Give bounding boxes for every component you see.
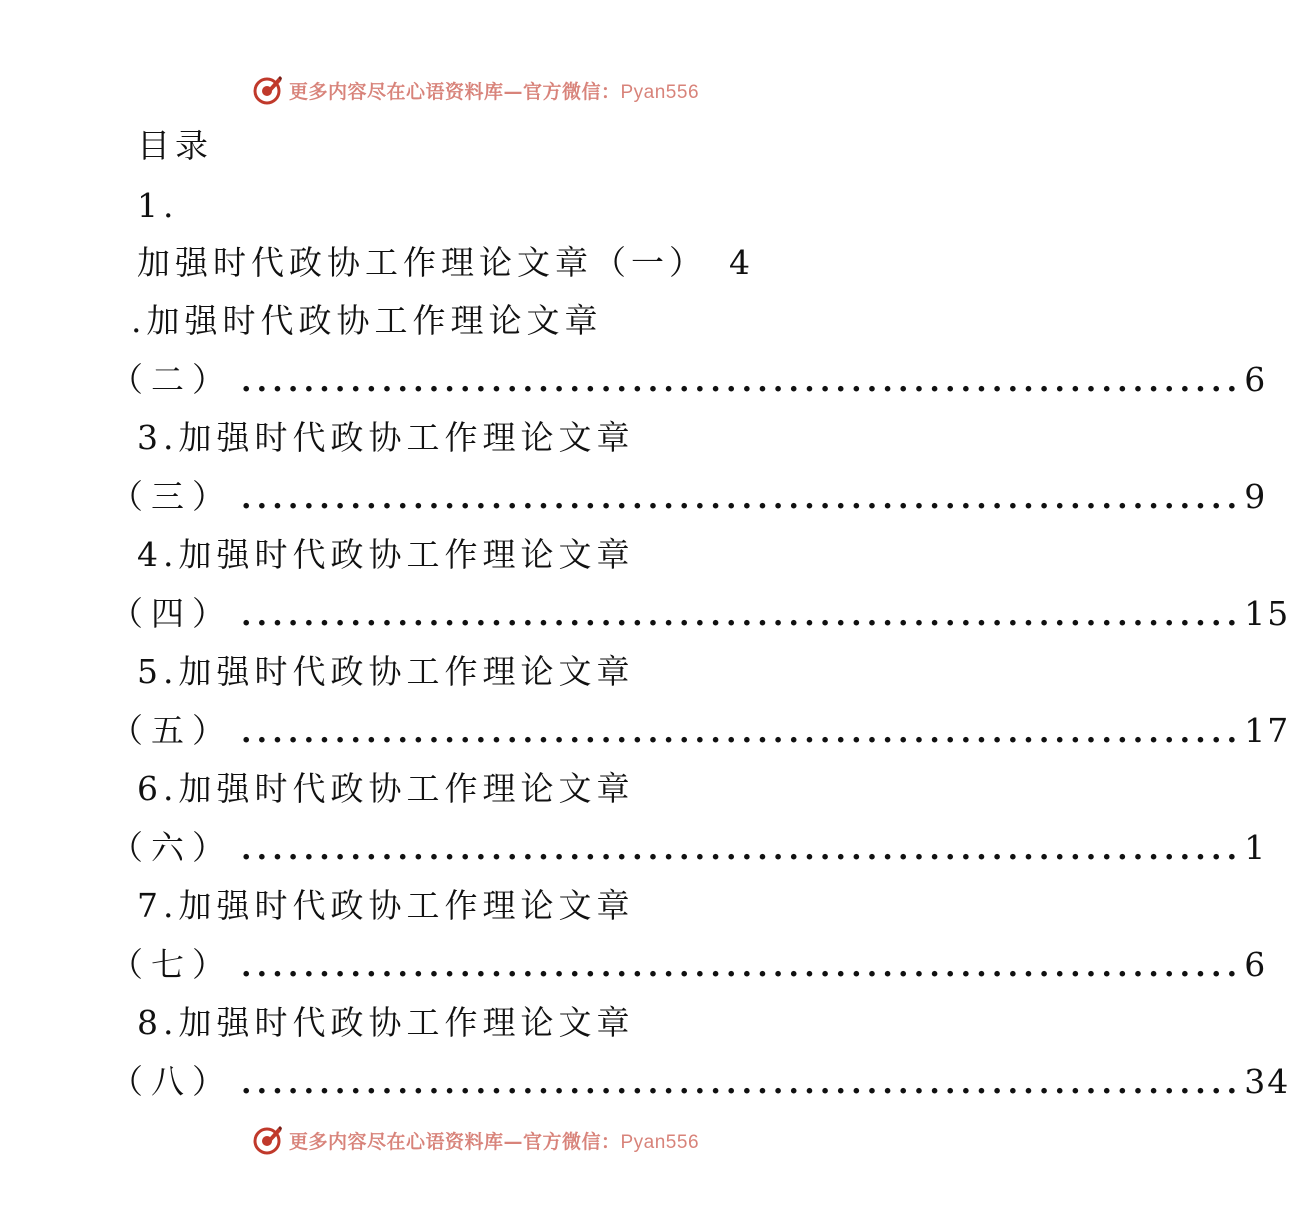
leader-dots: ................................................................ xyxy=(241,1066,1243,1101)
toc-entry-paren: （六） xyxy=(110,828,233,867)
toc-entry-1[interactable] xyxy=(137,243,755,283)
toc-entry-title: 加强时代政协工作理论文章 xyxy=(178,652,635,691)
toc-entry-8-title[interactable] xyxy=(137,1003,635,1043)
toc-entry-6-tail[interactable] xyxy=(110,828,1268,870)
toc-entry-title: 加强时代政协工作理论文章 xyxy=(178,1003,635,1042)
toc-entry-title: 加强时代政协工作理论文章 xyxy=(178,535,635,574)
toc-entry-2-tail[interactable] xyxy=(110,360,1268,402)
toc-title: 目录 xyxy=(137,126,213,165)
toc-entry-page: 6 xyxy=(1244,360,1268,399)
toc-entry-page: 34 xyxy=(1244,1062,1290,1101)
toc-entry-4-tail[interactable] xyxy=(110,594,1290,636)
toc-entry-paren: （二） xyxy=(110,360,233,399)
leader-dots: ................................................................ xyxy=(241,364,1243,399)
toc-entry-page: 6 xyxy=(1244,945,1268,984)
watermark-text: 更多内容尽在心语资料库—官方微信：Pyan556 xyxy=(288,1130,700,1153)
toc-entry-title: 加强时代政协工作理论文章 xyxy=(178,769,635,808)
toc-entry-paren: （七） xyxy=(110,945,233,984)
toc-entry-paren: （五） xyxy=(110,711,233,750)
toc-entry-3-title[interactable] xyxy=(137,418,635,458)
toc-entry-7-tail[interactable] xyxy=(110,945,1268,987)
leader-dots: ................................................................ xyxy=(241,832,1243,867)
toc-entry-number: 6. xyxy=(137,769,179,808)
toc-entry-number: . xyxy=(131,301,147,340)
toc-entry-number: 5. xyxy=(137,652,179,691)
toc-entry-number: 8. xyxy=(137,1003,179,1042)
toc-entry-6-title[interactable] xyxy=(137,769,635,809)
toc-entry-paren: （四） xyxy=(110,594,233,633)
leader-dots: ................................................................ xyxy=(241,949,1243,984)
toc-entry-title: 加强时代政协工作理论文章 xyxy=(146,301,603,340)
toc-entry-number: 3. xyxy=(137,418,179,457)
leader-dots: ................................................................ xyxy=(241,481,1243,516)
toc-entry-8-tail[interactable] xyxy=(110,1062,1290,1104)
leader-dots: ................................................................ xyxy=(241,715,1243,750)
toc-entry-3-tail[interactable] xyxy=(110,477,1268,519)
toc-entry-2-title[interactable] xyxy=(131,301,603,341)
toc-entry-page: 4 xyxy=(729,243,755,282)
toc-entry-7-title[interactable] xyxy=(137,886,635,926)
watermark-header xyxy=(0,70,950,110)
toc-entry-paren: （八） xyxy=(110,1062,233,1101)
pen-logo-icon xyxy=(251,74,283,106)
toc-entry-5-title[interactable] xyxy=(137,652,635,692)
watermark-text: 更多内容尽在心语资料库—官方微信：Pyan556 xyxy=(288,80,700,103)
leader-dots: ................................................................ xyxy=(241,598,1243,633)
toc-entry-page: 1 xyxy=(1244,828,1268,867)
toc-entry-page: 15 xyxy=(1244,594,1290,633)
watermark-footer xyxy=(0,1120,950,1160)
toc-entry-title: 加强时代政协工作理论文章 xyxy=(178,886,635,925)
toc-entry-5-tail[interactable] xyxy=(110,711,1290,753)
toc-entry-title: 加强时代政协工作理论文章（一） xyxy=(137,243,707,282)
toc-first-number: 1. xyxy=(137,186,179,225)
toc-entry-page: 9 xyxy=(1244,477,1268,516)
toc-entry-number: 7. xyxy=(137,886,179,925)
toc-entry-title: 加强时代政协工作理论文章 xyxy=(178,418,635,457)
toc-entry-number: 4. xyxy=(137,535,179,574)
toc-entry-page: 17 xyxy=(1244,711,1290,750)
pen-logo-icon xyxy=(251,1124,283,1156)
toc-entry-paren: （三） xyxy=(110,477,233,516)
toc-entry-4-title[interactable] xyxy=(137,535,635,575)
